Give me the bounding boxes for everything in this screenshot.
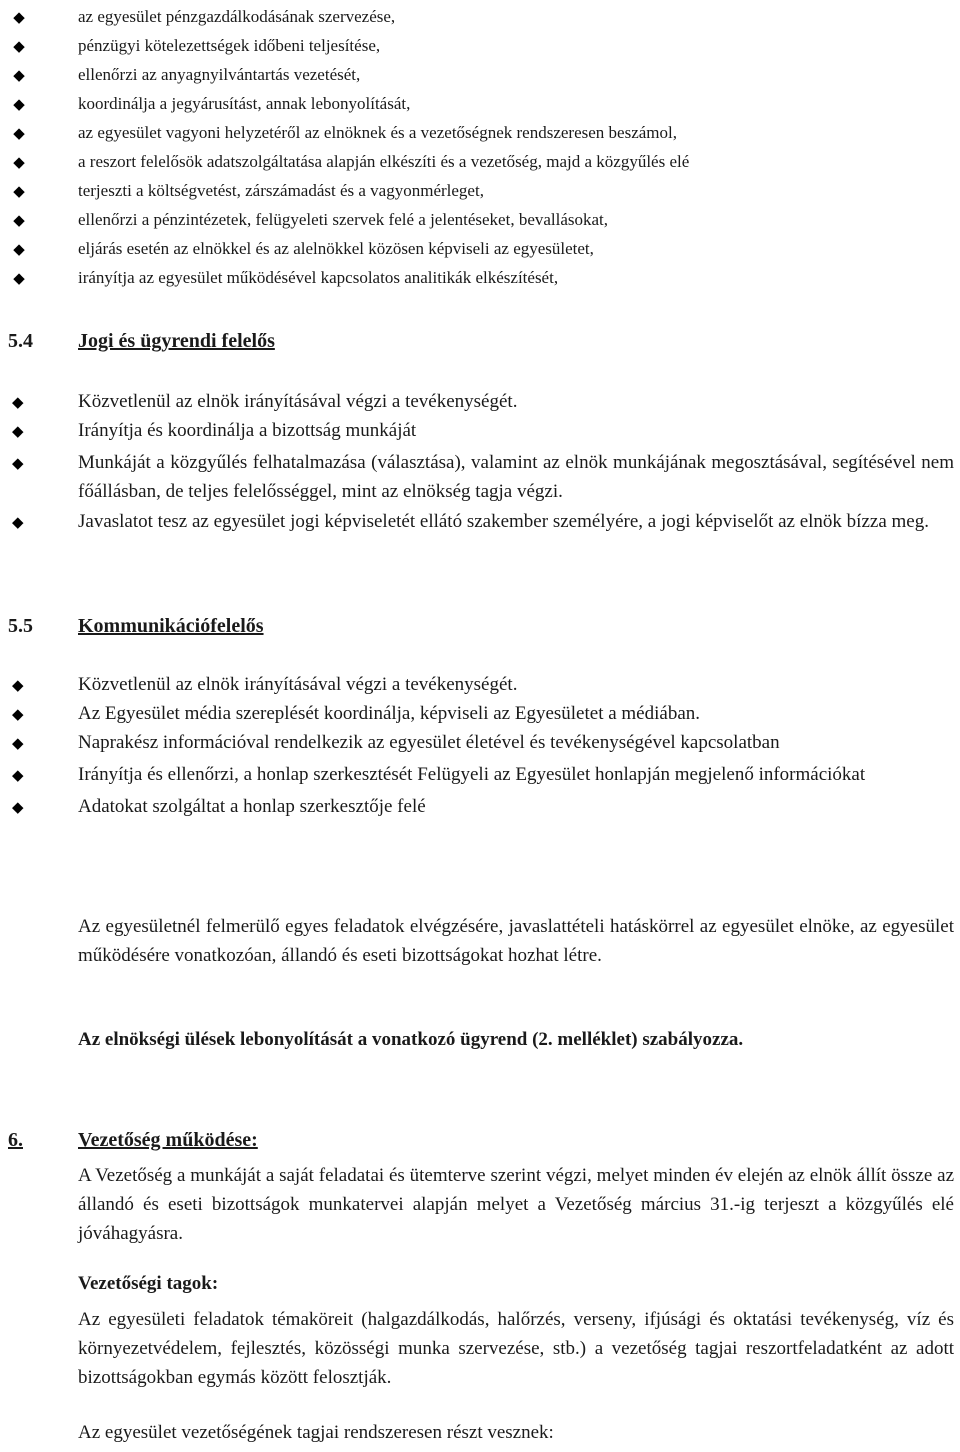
list-item: ◆ Az Egyesület média szereplését koordinálja, képviseli az Egyesületet a médiában. [12, 703, 701, 724]
diamond-bullet-icon: ◆ [13, 37, 25, 55]
list-item: ◆ pénzügyi kötelezettségek időbeni teljesítése, [13, 36, 381, 55]
section-number: 5.5 [8, 615, 33, 637]
list-item: ◆ Javaslatot tesz az egyesület jogi képviseletét ellátó szakember személyére, a jogi képviselőt az elnök bízza meg. [12, 511, 929, 532]
legal-officer-duties-list [0, 387, 960, 536]
board-participation-paragraph: Az egyesület vezetőségének tagjai rendszeresen részt vesznek: [78, 1422, 554, 1443]
list-item: ◆ Irányítja és ellenőrzi, a honlap szerkesztését Felügyeli az Egyesület honlapján megjelenő információkat [12, 764, 866, 785]
committees-paragraph: Az egyesületnél felmerülő egyes feladatok elvégzésére, javaslattételi hatáskörrel az egyesület elnöke, az egyesület működésére vonatkozóan, állandó és eseti bizottságokat hozhat létre. [78, 916, 954, 966]
diamond-bullet-icon: ◆ [13, 182, 25, 200]
diamond-bullet-icon: ◆ [13, 153, 25, 171]
list-item: ◆ Közvetlenül az elnök irányításával végzi a tevékenységét. [12, 391, 518, 412]
diamond-bullet-icon: ◆ [12, 454, 24, 472]
list-item: ◆ terjeszti a költségvetést, zárszámadást és a vagyonmérleget, [13, 181, 484, 200]
diamond-bullet-icon: ◆ [12, 422, 24, 440]
diamond-bullet-icon: ◆ [12, 798, 24, 816]
treasurer-duties-list [0, 2, 695, 292]
list-item: ◆ Naprakész információval rendelkezik az egyesület életével és tevékenységével kapcsolatban [12, 732, 780, 753]
list-item: ◆ Munkáját a közgyűlés felhatalmazása (választása), valamint az elnök munkájának megosztásával, segítésével nem főállásban, de teljes felelősséggel, mint az elnökség tagja végzi. [12, 452, 954, 502]
section-heading-5-5 [8, 613, 264, 639]
list-item: ◆ ellenőrzi az anyagnyilvántartás vezetését, [13, 65, 361, 84]
section-title: Vezetőség működése: [78, 1129, 258, 1151]
list-item: ◆ eljárás esetén az elnökkel és az alelnökkel közösen képviseli az egyesületet, [13, 239, 594, 258]
diamond-bullet-icon: ◆ [12, 734, 24, 752]
diamond-bullet-icon: ◆ [13, 269, 25, 287]
diamond-bullet-icon: ◆ [13, 8, 25, 26]
list-item: ◆ az egyesület vagyoni helyzetéről az elnöknek és a vezetőségnek rendszeresen beszámol, [13, 123, 677, 142]
section-heading-5-4 [8, 328, 275, 354]
diamond-bullet-icon: ◆ [13, 211, 25, 229]
section-title: Jogi és ügyrendi felelős [78, 330, 275, 352]
communication-officer-duties-list [0, 670, 871, 821]
board-members-subheading: Vezetőségi tagok: [78, 1273, 219, 1294]
diamond-bullet-icon: ◆ [12, 705, 24, 723]
diamond-bullet-icon: ◆ [12, 393, 24, 411]
diamond-bullet-icon: ◆ [13, 66, 25, 84]
board-members-paragraph: Az egyesületi feladatok témaköreit (halgazdálkodás, halőrzés, verseny, ifjúsági és oktatási tevékenység, víz és környezetvédelem, fejlesztés, közösségi munka szervezése, stb.) a vezetőség tagjai reszortfeladatként az adott bizottságokban egymás között felosztják. [78, 1309, 954, 1388]
section-number: 6. [8, 1129, 23, 1151]
diamond-bullet-icon: ◆ [12, 766, 24, 784]
list-item: ◆ koordinálja a jegyárusítást, annak lebonyolítását, [13, 94, 411, 113]
list-item: ◆ irányítja az egyesület működésével kapcsolatos analitikák elkészítését, [13, 268, 559, 287]
board-meeting-rules-paragraph: Az elnökségi ülések lebonyolítását a vonatkozó ügyrend (2. melléklet) szabályozza. [78, 1029, 744, 1050]
list-item: ◆ Adatokat szolgáltat a honlap szerkesztője felé [12, 796, 426, 817]
list-item: ◆ Közvetlenül az elnök irányításával végzi a tevékenységét. [12, 674, 518, 695]
section-title: Kommunikációfelelős [78, 615, 264, 637]
diamond-bullet-icon: ◆ [13, 240, 25, 258]
section-heading-6 [8, 1127, 258, 1153]
board-operation-paragraph: A Vezetőség a munkáját a saját feladatai és ütemterve szerint végzi, melyet minden év elején az elnök állít össze az állandó és eseti bizottságok munkatervei alapján melyet a Vezetőség március 31.-ig terjeszt a közgyűlés elé jóváhagyásra. [78, 1165, 954, 1244]
list-item: ◆ az egyesület pénzgazdálkodásának szervezése, [13, 7, 396, 26]
list-item: ◆ Irányítja és koordinálja a bizottság munkáját [12, 420, 417, 441]
list-item: ◆ ellenőrzi a pénzintézetek, felügyeleti szervek felé a jelentéseket, bevallásokat, [13, 210, 609, 229]
diamond-bullet-icon: ◆ [12, 513, 24, 531]
diamond-bullet-icon: ◆ [13, 124, 25, 142]
diamond-bullet-icon: ◆ [12, 676, 24, 694]
diamond-bullet-icon: ◆ [13, 95, 25, 113]
list-item: ◆ a reszort felelősök adatszolgáltatása alapján elkészíti és a vezetőség, majd a közgyűlés elé [13, 152, 690, 171]
section-number: 5.4 [8, 330, 33, 352]
